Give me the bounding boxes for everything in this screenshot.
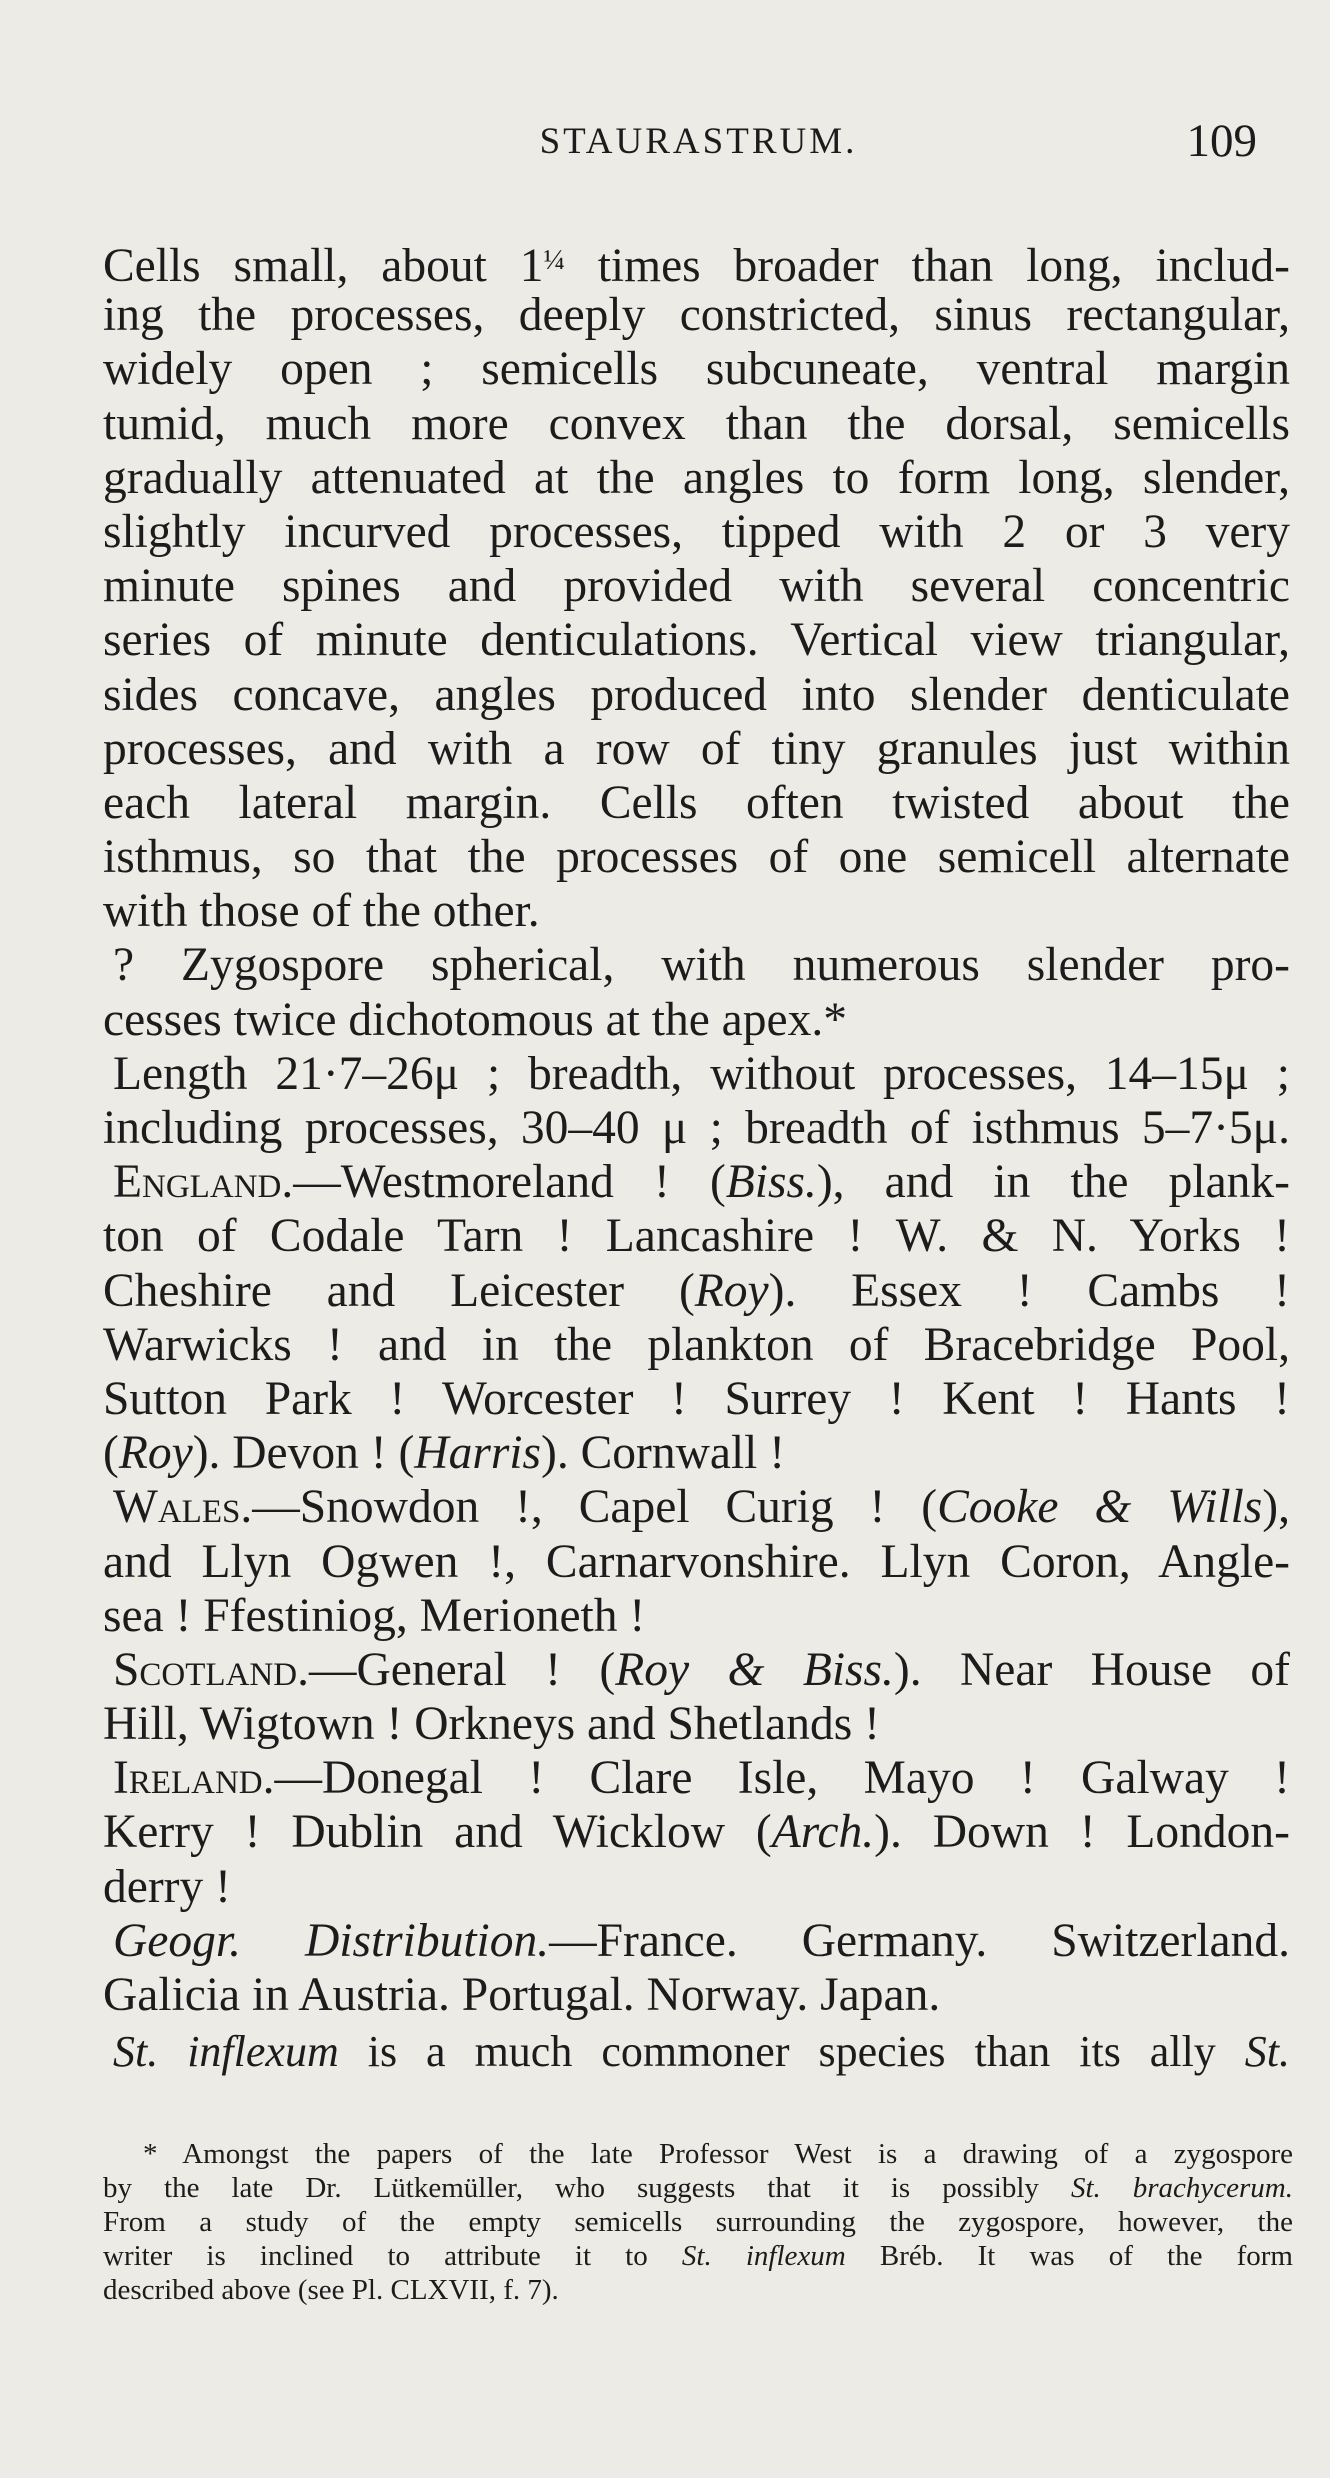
- text-line: tumid, much more convex than the dorsal, semicells: [103, 397, 1290, 450]
- text-line: Wales.—Snowdon !, Capel Curig ! (Cooke & Wills),: [113, 1481, 1290, 1534]
- text-line: Hill, Wigtown ! Orkneys and Shetlands !: [103, 1698, 880, 1751]
- text-line: isthmus, so that the processes of one semicell alternate: [103, 831, 1290, 884]
- footnote-line: described above (see Pl. CLXVII, f. 7).: [103, 2274, 559, 2306]
- text-line: Cheshire and Leicester (Roy). Essex ! Cambs !: [103, 1264, 1291, 1317]
- region-label: England.: [113, 1156, 294, 1209]
- text-line: St. inflexum is a much commoner species than its ally St.: [113, 2027, 1291, 2076]
- region-label: Wales.: [113, 1481, 253, 1534]
- footnote-line: * Amongst the papers of the late Professor West is a drawing of a zygospore: [143, 2138, 1293, 2170]
- text-line: Ireland.—Donegal ! Clare Isle, Mayo ! Galway !: [113, 1752, 1290, 1805]
- page-number: 109: [1186, 115, 1257, 167]
- text-line: sides concave, angles produced into slender denticulate: [103, 668, 1290, 721]
- scotland-paragraph: [103, 1643, 1290, 1751]
- note-paragraph: [103, 2025, 1290, 2079]
- text-line: ? Zygospore spherical, with numerous slender pro-: [113, 939, 1290, 992]
- text-line: ing the processes, deeply constricted, sinus rectangular,: [103, 289, 1290, 342]
- ireland-paragraph: [103, 1751, 1290, 1914]
- footnote-line: From a study of the empty semicells surrounding the zygospore, however, the: [103, 2206, 1293, 2238]
- region-label: Scotland.: [113, 1643, 309, 1696]
- text-line: each lateral margin. Cells often twisted about the: [103, 776, 1290, 829]
- body-text: [103, 234, 1290, 2022]
- text-line: including processes, 30–40 μ ; breadth of isthmus 5–7·5μ.: [103, 1102, 1290, 1154]
- text-line: minute spines and provided with several concentric: [103, 560, 1290, 613]
- text-line: England.—Westmoreland ! (Biss.), and in the plank-: [113, 1156, 1290, 1209]
- text-line: Galicia in Austria. Portugal. Norway. Japan.: [103, 1969, 941, 2021]
- text-line: sea ! Ffestiniog, Merioneth !: [103, 1589, 646, 1642]
- wales-paragraph: [103, 1480, 1290, 1643]
- text-line: gradually attenuated at the angles to form long, slender,: [103, 451, 1290, 504]
- text-line: Warwicks ! and in the plankton of Bracebridge Pool,: [103, 1318, 1290, 1371]
- text-line: widely open ; semicells subcuneate, ventral margin: [103, 343, 1290, 396]
- text-line: (Roy). Devon ! (Harris). Cornwall !: [103, 1427, 786, 1480]
- distribution-paragraph: [103, 1914, 1290, 2022]
- text-line: Scotland.—General ! (Roy & Biss.). Near House of: [113, 1643, 1290, 1696]
- region-label: Ireland.: [113, 1752, 275, 1805]
- text-line: with those of the other.: [103, 885, 540, 938]
- page-header: [105, 115, 1292, 180]
- running-title: STAURASTRUM.: [539, 121, 858, 162]
- text-line: Kerry ! Dublin and Wicklow (Arch.). Down ! London-: [103, 1806, 1290, 1859]
- footnote: [103, 2137, 1293, 2307]
- text-line: and Llyn Ogwen !, Carnarvonshire. Llyn Coron, Angle-: [103, 1535, 1290, 1588]
- text-line: derry !: [103, 1860, 231, 1913]
- text-line: Geogr. Distribution.—France. Germany. Switzerland.: [113, 1914, 1290, 1967]
- text-line: slightly incurved processes, tipped with 2 or 3 very: [103, 505, 1290, 558]
- text-line: Sutton Park ! Worcester ! Surrey ! Kent ! Hants !: [103, 1372, 1290, 1425]
- text-line: Length 21·7–26μ ; breadth, without processes, 14–15μ ;: [113, 1047, 1290, 1100]
- text-line: ton of Codale Tarn ! Lancashire ! W. & N. Yorks !: [103, 1210, 1290, 1263]
- description-paragraph: [103, 234, 1290, 938]
- text-line: series of minute denticulations. Vertical view triangular,: [103, 614, 1290, 667]
- footnote-line: writer is inclined to attribute it to St. inflexum Bréb. It was of the form: [103, 2240, 1293, 2272]
- distribution-label: Geogr. Distribution.: [113, 1914, 550, 1967]
- text-line: processes, and with a row of tiny granules just within: [103, 722, 1290, 775]
- england-paragraph: [103, 1155, 1290, 1480]
- measurements-paragraph: [103, 1047, 1290, 1155]
- text-line: cesses twice dichotomous at the apex.*: [103, 993, 847, 1046]
- text-line: Cells small, about $1^{\frac{1}{4}}$ times broader than long, includ-: [103, 240, 1290, 292]
- footnote-line: by the late Dr. Lütkemüller, who suggests that it is possibly St. brachycerum.: [103, 2172, 1294, 2204]
- zygospore-paragraph: [103, 938, 1290, 1046]
